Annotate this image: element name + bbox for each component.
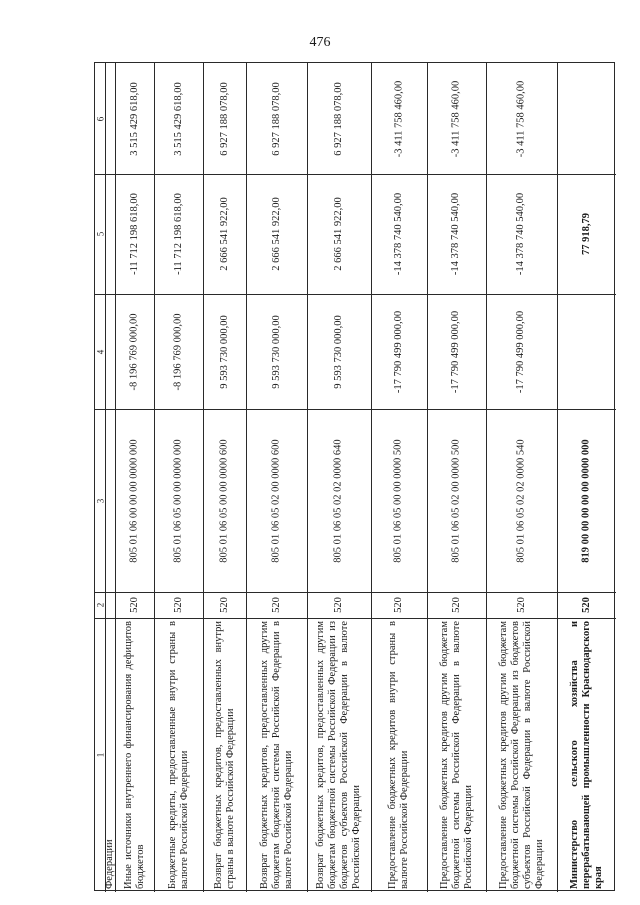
- row-0-name: [105, 618, 115, 892]
- row-3-name-text: Возврат бюджетных кредитов, предоставленных внутри страны в валюте Российской Федерации: [212, 621, 236, 889]
- row-3-code: [203, 592, 246, 618]
- row-2-name-text: Бюджетные кредиты, предоставленные внутри страны в валюте Российской Федерации: [166, 621, 190, 889]
- row-6-code-text: 520: [393, 597, 404, 613]
- header-col-3-text: 3: [95, 498, 105, 503]
- header-col-6-text: 6: [95, 116, 105, 121]
- row-4-v4: [246, 294, 307, 409]
- row-8-name-text: Предоставление бюджетных кредитов другим бюджетам бюджетной системы Российской Федерации из бюджетов субъектов Российской Федерации в валюте Российской Федерации: [497, 621, 545, 889]
- row-9-kbk: [557, 409, 616, 592]
- row-2-kbk: [154, 409, 203, 592]
- row-6-v5-text: -14 378 740 540,00: [393, 192, 404, 276]
- row-7-v5-text: -14 378 740 540,00: [450, 192, 462, 276]
- header-col-4: [95, 294, 105, 409]
- row-9-name-text: Министерство сельского хозяйства и перерабатывающей промышленности Краснодарского края: [568, 621, 604, 889]
- row-4-v4-text: 9 593 730 000,00: [270, 314, 282, 389]
- row-7-name: [427, 618, 486, 892]
- row-2-name: [154, 618, 203, 892]
- row-4-v5: [246, 174, 307, 294]
- row-3-name: [203, 618, 246, 892]
- header-col-2-text: 2: [95, 602, 105, 608]
- row-8-kbk-text: 805 01 06 05 02 02 0000 540: [515, 438, 527, 563]
- header-col-6: [95, 63, 105, 174]
- row-1-kbk-text: 805 01 06 00 00 00 0000 000: [128, 438, 140, 563]
- row-5-v5-text: 2 666 541 922,00: [333, 197, 344, 271]
- header-col-5-text: 5: [95, 231, 105, 237]
- row-1-v4: [115, 294, 154, 409]
- row-6-v4: [371, 294, 427, 409]
- row-6-v6-text: -3 411 758 460,00: [393, 80, 405, 157]
- row-7-code: [427, 592, 486, 618]
- row-2-kbk-text: 805 01 06 05 00 00 0000 000: [172, 438, 184, 563]
- row-4-v6: [246, 63, 307, 174]
- row-3-v5: [203, 174, 246, 294]
- row-1-v6-text: 3 515 429 618,00: [128, 81, 140, 156]
- header-col-3: [95, 409, 105, 592]
- row-2-code: [154, 592, 203, 618]
- row-4-code: [246, 592, 307, 618]
- row-3-v4: [203, 294, 246, 409]
- row-4-kbk-text: 805 01 06 05 02 00 0000 600: [270, 438, 282, 563]
- row-1-v6: [115, 63, 154, 174]
- budget-table: [94, 62, 615, 891]
- row-9-kbk-text: 819 00 00 00 00 00 0000 000: [580, 438, 592, 563]
- row-7-v6: [427, 63, 486, 174]
- header-col-4-text: 4: [95, 349, 105, 354]
- row-3-v6-text: 6 927 188 078,00: [218, 81, 230, 156]
- row-8-v6: [486, 63, 557, 174]
- row-4-code-text: 520: [270, 597, 282, 613]
- row-6-kbk: [371, 409, 427, 592]
- row-6-v4-text: -17 790 499 000,00: [393, 310, 404, 393]
- row-5-kbk: [307, 409, 371, 592]
- row-8-v5: [486, 174, 557, 294]
- row-4-name-text: Возврат бюджетных кредитов, предоставленных другим бюджетам бюджетной системы Российской Федерации в валюте Российской Федерации: [258, 621, 294, 889]
- row-6-name: [371, 618, 427, 892]
- row-3-v6: [203, 63, 246, 174]
- row-5-v4: [307, 294, 371, 409]
- row-8-code-text: 520: [515, 597, 527, 613]
- row-3-kbk: [203, 409, 246, 592]
- row-5-v5: [307, 174, 371, 294]
- row-9-code-text: 520: [580, 597, 592, 613]
- row-7-v4: [427, 294, 486, 409]
- row-2-v5-text: -11 712 198 618,00: [172, 193, 184, 275]
- row-2-code-text: 520: [172, 597, 184, 613]
- row-6-name-text: Предоставление бюджетных кредитов внутри страны в валюте Российской Федерации: [387, 621, 410, 889]
- row-1-v4-text: -8 196 769 000,00: [128, 313, 140, 390]
- row-1-v5-text: -11 712 198 618,00: [128, 193, 140, 275]
- row-5-name: [307, 618, 371, 892]
- row-8-kbk: [486, 409, 557, 592]
- row-7-v5: [427, 174, 486, 294]
- row-4-v5-text: 2 666 541 922,00: [270, 197, 282, 271]
- row-0-name-text: Федерации: [104, 839, 115, 889]
- row-3-kbk-text: 805 01 06 05 00 00 0000 600: [218, 438, 230, 563]
- row-1-code: [115, 592, 154, 618]
- row-1-name-text: Иные источники внутреннего финансирования дефицитов бюджетов: [122, 621, 146, 889]
- row-9-name: [557, 618, 616, 892]
- row-3-v5-text: 2 666 541 922,00: [218, 197, 230, 271]
- row-5-code-text: 520: [333, 597, 344, 613]
- row-5-v4-text: 9 593 730 000,00: [333, 314, 344, 389]
- row-7-v4-text: -17 790 499 000,00: [450, 310, 462, 393]
- row-9-v5-text: 77 918,79: [580, 213, 592, 255]
- row-5-v6: [307, 63, 371, 174]
- row-2-v6: [154, 63, 203, 174]
- row-6-v5: [371, 174, 427, 294]
- row-5-kbk-text: 805 01 06 05 02 02 0000 640: [333, 438, 344, 563]
- row-7-code-text: 520: [450, 597, 462, 613]
- row-2-v6-text: 3 515 429 618,00: [172, 81, 184, 156]
- header-col-1-text: 1: [95, 752, 105, 758]
- row-6-code: [371, 592, 427, 618]
- row-7-v6-text: -3 411 758 460,00: [450, 80, 462, 157]
- row-7-name-text: Предоставление бюджетных кредитов другим бюджетам бюджетной системы Российской Федерации в валюте Российской Федерации: [438, 621, 474, 889]
- row-8-v5-text: -14 378 740 540,00: [515, 192, 527, 276]
- page-number: 476: [309, 35, 331, 50]
- row-5-code: [307, 592, 371, 618]
- row-1-kbk: [115, 409, 154, 592]
- row-8-code: [486, 592, 557, 618]
- header-col-2: [95, 592, 105, 618]
- row-8-v4-text: -17 790 499 000,00: [515, 310, 527, 393]
- header-col-5: [95, 174, 105, 294]
- row-6-kbk-text: 805 01 06 05 00 00 0000 500: [393, 438, 404, 563]
- row-4-name: [246, 618, 307, 892]
- row-5-name-text: Возврат бюджетных кредитов, предоставленных другим бюджетам бюджетной системы Российской Федерации из бюджетов субъектов Российской Федерации в валюте Российской Федерации: [315, 621, 362, 889]
- row-2-v4-text: -8 196 769 000,00: [172, 313, 184, 390]
- row-6-v6: [371, 63, 427, 174]
- row-9-code: [557, 592, 616, 618]
- row-3-code-text: 520: [218, 597, 230, 613]
- row-5-v6-text: 6 927 188 078,00: [333, 81, 344, 156]
- row-4-v6-text: 6 927 188 078,00: [270, 81, 282, 156]
- row-7-kbk: [427, 409, 486, 592]
- row-2-v5: [154, 174, 203, 294]
- row-8-v6-text: -3 411 758 460,00: [515, 80, 527, 157]
- row-8-name: [486, 618, 557, 892]
- row-8-v4: [486, 294, 557, 409]
- row-1-code-text: 520: [128, 597, 140, 613]
- row-3-v4-text: 9 593 730 000,00: [218, 314, 230, 389]
- row-7-kbk-text: 805 01 06 05 02 00 0000 500: [450, 438, 462, 563]
- row-9-v5: [557, 174, 616, 294]
- row-4-kbk: [246, 409, 307, 592]
- row-2-v4: [154, 294, 203, 409]
- row-1-v5: [115, 174, 154, 294]
- row-1-name: [115, 618, 154, 892]
